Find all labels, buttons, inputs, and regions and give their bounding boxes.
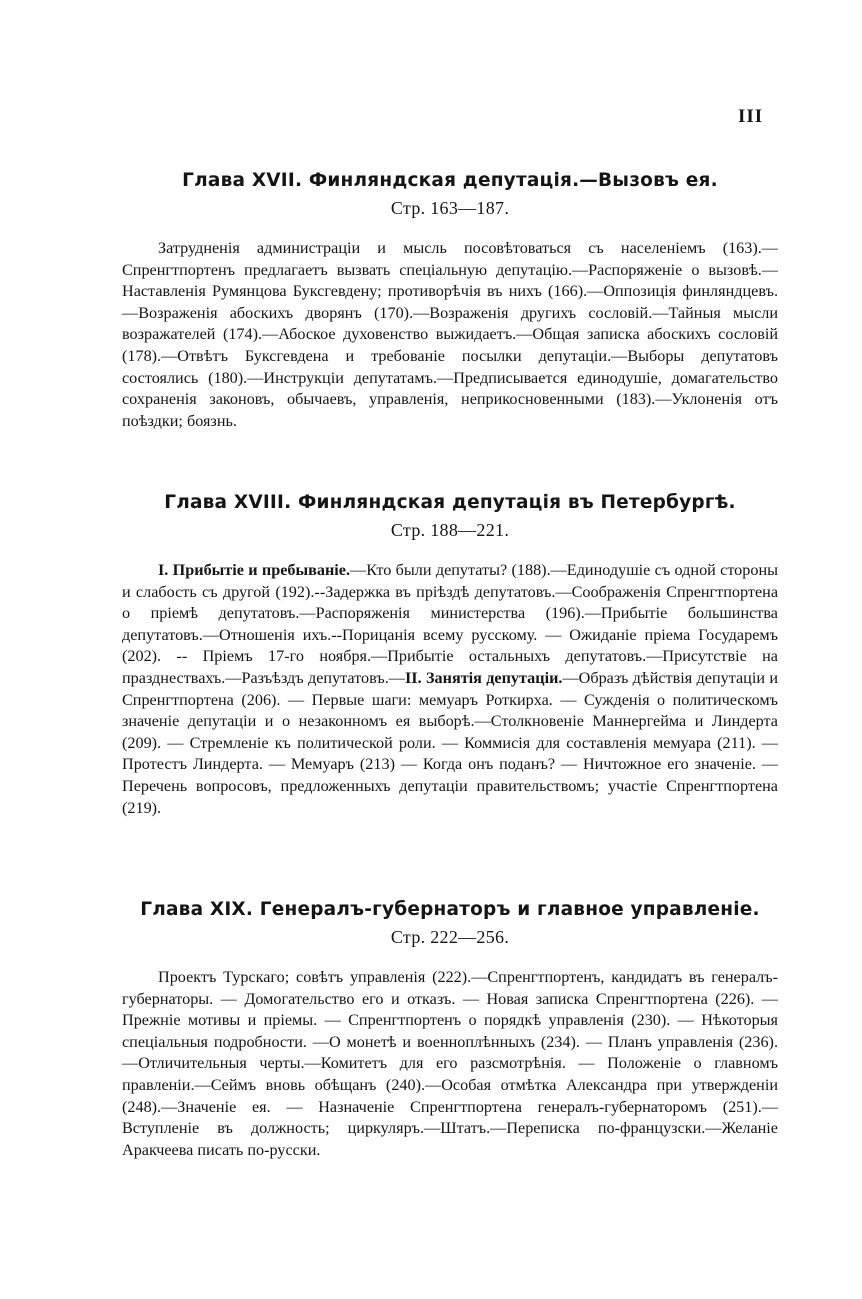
summary-text: Проектъ Турскаго; совѣтъ управленія (222).—Спренгтпортенъ, кандидатъ въ генералъ-губернаторы. — Домогательство его и отказъ. — Новая записка Спренгтпортена (226). — Прежніе мотивы и пріемы. — Спренгтпортенъ о порядкѣ управленія (230). — Нѣкоторыя спеціальныя подробности. —О монетѣ и военноплѣнныхъ (234). — Планъ управленія (236). —Отличительныя черты.—Комитетъ для его разсмотрѣнія. — Положеніе о главномъ правленіи.—Сеймъ вновь обѣщанъ (240).—Особая отмѣтка Александра при утвержденіи (248).—Значеніе ея. — Назначеніе Спренгтпортена генералъ-губернаторомъ (251).—Вступленіе въ должность; циркуляръ.—Штатъ.—Переписка по-французски.—Желаніе Аракчеева писать по-русски. bbox=[122, 968, 778, 1159]
page-number: III bbox=[738, 106, 764, 127]
chapter-xix bbox=[122, 899, 778, 1161]
chapter-page-range: Стр. 188—221. bbox=[390, 520, 510, 540]
chapter-page-range: Стр. 222—256. bbox=[390, 927, 510, 947]
chapter-summary bbox=[122, 967, 778, 1161]
chapter-title: Глава XVII. Финляндская депутація.—Вызовъ ея. bbox=[182, 170, 718, 191]
summary-text: —Образъ дѣйствія депутаціи и Спренгтпортена (206). — Первые шаги: мемуаръ Роткирха. — Сужденія о политическомъ значеніе депутаціи и о незаконномъ ея выборѣ.—Столкновеніе Маннергейма и Линдерта (209). — Стремленіе къ политической роли. — Коммисія для составленія мемуара (211). — Протестъ Линдерта. — Мемуаръ (213) — Когда онъ поданъ? — Ничтожное его значеніе. — Перечень вопросовъ, предложенныхъ депутаціи правительствомъ; участіе Спренгтпортена (219). bbox=[122, 668, 778, 817]
chapter-page-range: Стр. 163—187. bbox=[390, 198, 510, 218]
section-heading-arrival: I. Прибытіе и пребываніе. bbox=[158, 561, 351, 579]
chapter-xvii bbox=[122, 170, 778, 432]
chapter-summary bbox=[122, 238, 778, 432]
summary-text: Затрудненія администраціи и мысль посовѣтоваться съ населеніемъ (163).—Спренгтпортенъ предлагаетъ вызвать спеціальную депутацію.—Распоряженіе о вызовѣ.—Наставленія Румянцова Буксгевдену; противорѣчія въ нихъ (166).—Оппозиція финляндцевъ.—Возраженія абоскихъ дворянъ (170).—Возраженія другихъ сословій.—Тайныя мысли возражателей (174).—Абоское духовенство выжидаетъ.—Общая записка абоскихъ сословій (178).—Отвѣтъ Буксгевдена и требованіе посылки депутаціи.—Выборы депутатовъ состоялись (180).—Инструкціи депутатамъ.—Предписывается единодушіе, домагательство сохраненія законовъ, обычаевъ, управленія, неприкосновенными (183).—Уклоненія отъ поѣздки; боязнь. bbox=[122, 239, 778, 430]
chapter-xviii bbox=[122, 492, 778, 819]
chapter-title: Глава XVIII. Финляндская депутація въ Петербургѣ. bbox=[164, 492, 736, 513]
chapter-title: Глава XIX. Генералъ-губернаторъ и главное управленіе. bbox=[140, 899, 760, 920]
summary-text: —Кто были депутаты? (188).—Единодушіе съ одной стороны и слабость съ другой (192).--Задержка въ пріѣздѣ депутатовъ.—Соображенія Спренгтпортена о пріемѣ депутатовъ.—Распоряженія министерства (196).—Прибытіе большинства депутатовъ.—Отношенія ихъ.--Порицанія всему русскому. — Ожиданіе пріема Государемъ (202). -- Пріемъ 17-го ноября.—Прибытіе остальныхъ депутатовъ.—Присутствіе на празднествахъ.—Разъѣздъ депутатовъ.— bbox=[122, 561, 778, 687]
section-heading-work: II. Занятія депутаціи. bbox=[405, 668, 563, 687]
chapter-summary bbox=[122, 560, 778, 819]
